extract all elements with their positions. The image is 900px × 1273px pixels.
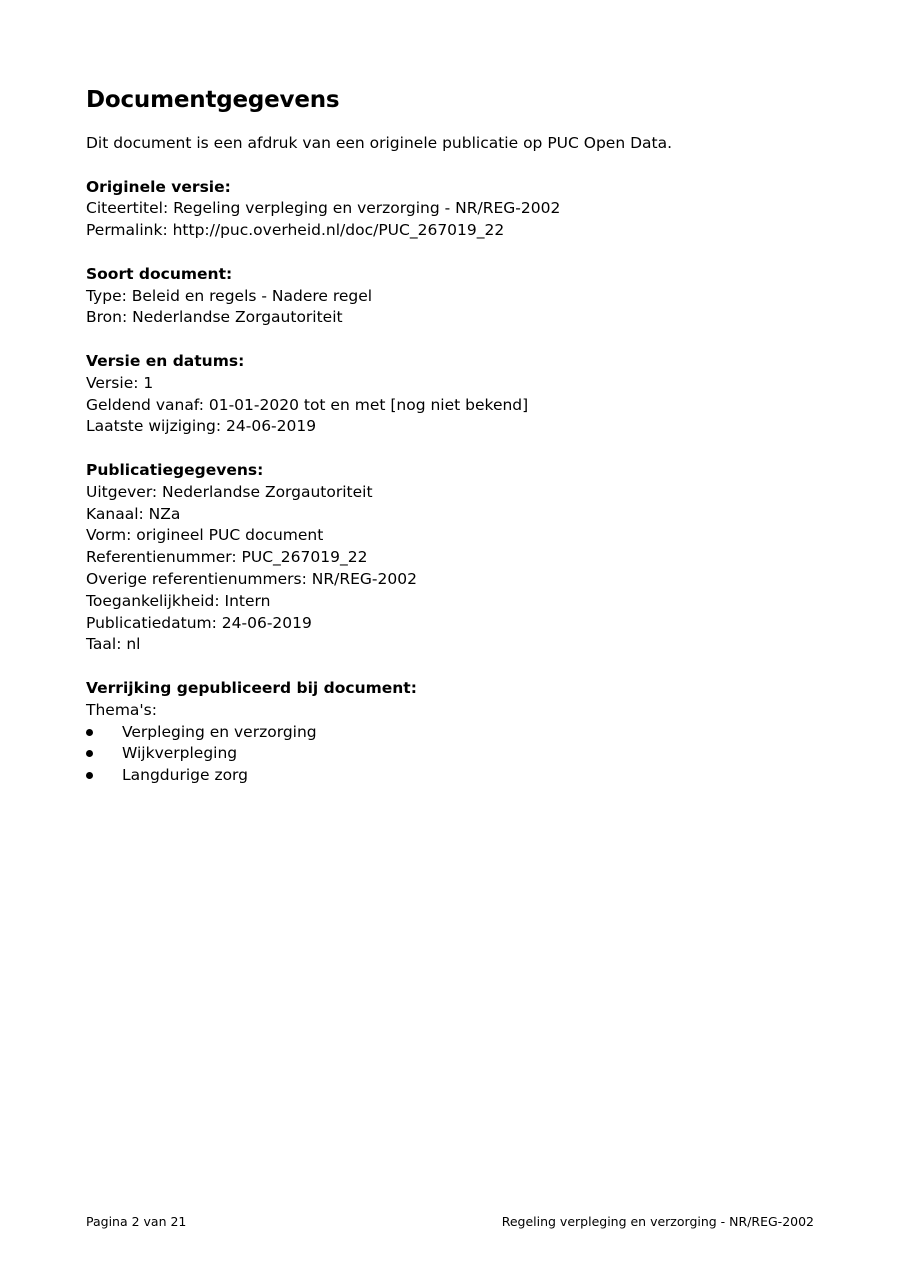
section-publicatiegegevens xyxy=(86,460,826,656)
referentienummer-line: Referentienummer: PUC_267019_22 xyxy=(86,548,368,567)
permalink-line: Permalink: http://puc.overheid.nl/doc/PUC_267019_22 xyxy=(86,221,505,240)
versie-line: Versie: 1 xyxy=(86,373,154,392)
section-heading: Verrijking gepubliceerd bij document: xyxy=(86,678,417,697)
publicatiedatum-line: Publicatiedatum: 24-06-2019 xyxy=(86,613,312,632)
list-item xyxy=(86,765,826,787)
geldend-vanaf-line: Geldend vanaf: 01-01-2020 tot en met [nog niet bekend] xyxy=(86,395,529,414)
laatste-wijziging-line: Laatste wijziging: 24-06-2019 xyxy=(86,417,317,436)
bullet-icon xyxy=(86,729,93,736)
intro-text: Dit document is een afdruk van een originele publicatie op PUC Open Data. xyxy=(86,134,673,152)
bullet-icon xyxy=(86,750,93,757)
uitgever-line: Uitgever: Nederlandse Zorgautoriteit xyxy=(86,482,373,501)
bron-line: Bron: Nederlandse Zorgautoriteit xyxy=(86,308,343,327)
toegankelijkheid-line: Toegankelijkheid: Intern xyxy=(86,591,271,610)
section-soort-document xyxy=(86,264,826,329)
vorm-line: Vorm: origineel PUC document xyxy=(86,526,324,545)
themes-list xyxy=(86,722,826,787)
type-line: Type: Beleid en regels - Nadere regel xyxy=(86,286,373,305)
themes-label: Thema's: xyxy=(86,700,157,719)
section-verrijking xyxy=(86,678,826,787)
document-content xyxy=(86,133,826,809)
theme-label: Wijkverpleging xyxy=(122,744,238,763)
theme-label: Langdurige zorg xyxy=(122,766,248,785)
list-item xyxy=(86,722,826,744)
citeertitel-line: Citeertitel: Regeling verpleging en verzorging - NR/REG-2002 xyxy=(86,199,561,218)
section-heading: Originele versie: xyxy=(86,177,231,196)
page-title: Documentgegevens xyxy=(86,87,340,113)
bullet-icon xyxy=(86,772,93,779)
kanaal-line: Kanaal: NZa xyxy=(86,504,181,523)
theme-label: Verpleging en verzorging xyxy=(122,722,317,741)
footer-document-title: Regeling verpleging en verzorging - NR/REG-2002 xyxy=(501,1214,814,1229)
footer-page-number: Pagina 2 van 21 xyxy=(86,1214,187,1229)
section-heading: Versie en datums: xyxy=(86,351,245,370)
section-heading: Soort document: xyxy=(86,264,233,283)
section-versie-datums xyxy=(86,351,826,438)
section-originele-versie xyxy=(86,177,826,242)
overige-referentienummers-line: Overige referentienummers: NR/REG-2002 xyxy=(86,569,417,588)
taal-line: Taal: nl xyxy=(86,635,141,654)
list-item xyxy=(86,743,826,765)
section-heading: Publicatiegegevens: xyxy=(86,460,264,479)
